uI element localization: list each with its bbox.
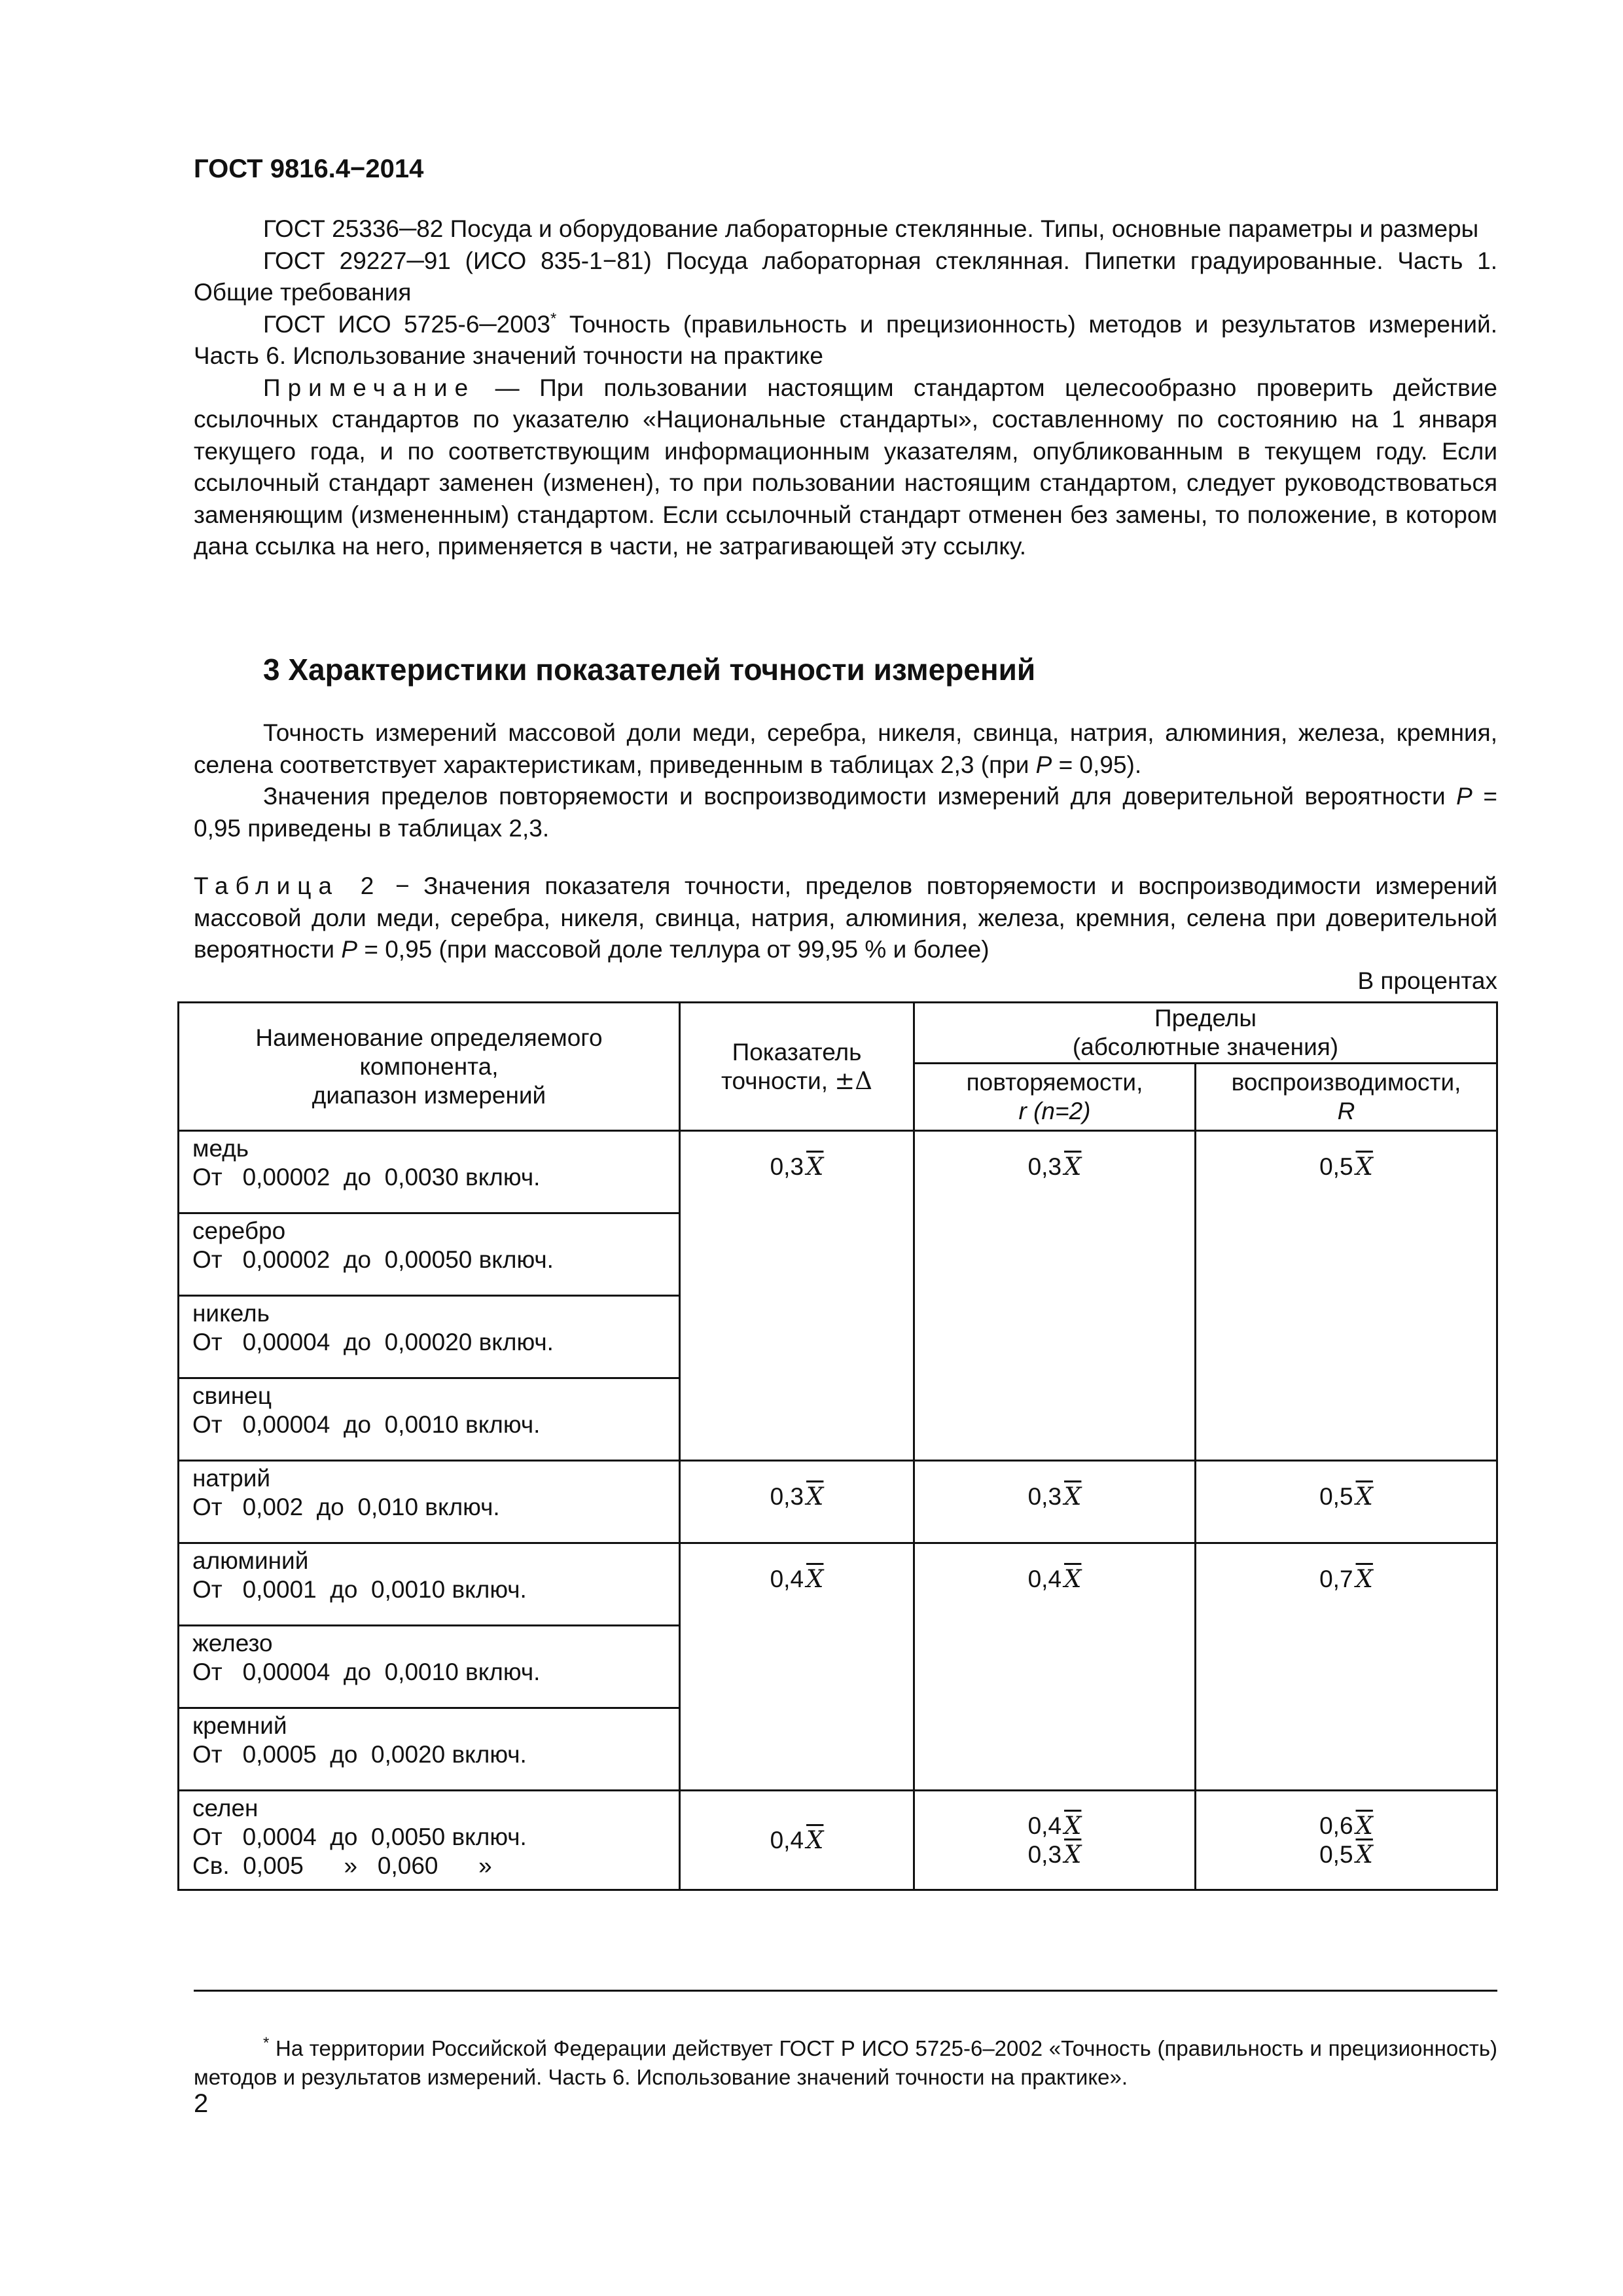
component-range: От 0,00004 до 0,0010 включ.: [192, 1659, 541, 1685]
x-bar-symbol: $\overline{X}$: [1355, 1840, 1373, 1869]
table-header-row: [179, 1003, 1497, 1064]
symbol-p: P: [341, 936, 358, 963]
accuracy-cell: [680, 1543, 914, 1791]
paragraph-text: Точность измерений массовой доли меди, серебра, никеля, свинца, натрия, алюминия, железа, кремния, селена соответствует характеристикам, приведенным в таблицах 2,3 (при: [194, 719, 1497, 778]
component-name: железо: [192, 1630, 273, 1657]
paragraph: [194, 717, 1497, 781]
plus-minus-delta-symbol: ±Δ: [834, 1066, 872, 1095]
component-range: От 0,00004 до 0,00020 включ.: [192, 1329, 554, 1355]
table-units: В процентах: [1357, 967, 1497, 994]
value: 0,6: [1319, 1812, 1353, 1839]
value: 0,7: [1319, 1566, 1353, 1592]
accuracy-table: [177, 1001, 1498, 1891]
footnote-separator: [194, 1990, 1497, 1992]
section-body: [194, 717, 1497, 844]
component-cell: [179, 1543, 680, 1626]
x-bar-symbol: $\overline{X}$: [1355, 1565, 1373, 1593]
header-text: (абсолютные значения): [1072, 1033, 1339, 1060]
header-repeatability: [914, 1064, 1196, 1131]
table-row: [179, 1131, 1497, 1213]
accuracy-cell: [680, 1791, 914, 1890]
repeatability-cell: [914, 1791, 1196, 1890]
header-text: r (n=2): [1018, 1098, 1091, 1124]
component-range: От 0,0001 до 0,0010 включ.: [192, 1576, 527, 1603]
value: 0,3: [1027, 1840, 1062, 1868]
value: 0,3: [770, 1153, 804, 1180]
header-text: воспроизводимости,: [1231, 1069, 1461, 1096]
paragraph-text: = 0,95).: [1052, 751, 1142, 778]
caption-body: = 0,95 (при массовой доле теллура от 99,95 % и более): [357, 936, 990, 963]
header-text: Наименование определяемого: [255, 1024, 603, 1051]
component-range: От 0,00002 до 0,00050 включ.: [192, 1246, 554, 1273]
component-range: Св. 0,005 » 0,060 »: [192, 1852, 492, 1879]
x-bar-symbol: $\overline{X}$: [806, 1565, 824, 1593]
component-range: От 0,002 до 0,010 включ.: [192, 1494, 500, 1520]
x-bar-symbol: $\overline{X}$: [1064, 1840, 1082, 1869]
doc-title: ГОСТ 9816.4−2014: [194, 154, 424, 183]
accuracy-cell: [680, 1461, 914, 1543]
note: [194, 372, 1497, 563]
repeatability-cell: [914, 1461, 1196, 1543]
reference-item: [194, 309, 1497, 372]
reproducibility-cell: [1196, 1791, 1497, 1890]
footnote-text: На территории Российской Федерации действует ГОСТ Р ИСО 5725-6–2002 «Точность (правильность и прецизионность) методов и результатов измерений. Часть 6. Использование значений точности на практике».: [194, 2036, 1497, 2089]
header-accuracy: [680, 1003, 914, 1131]
table-row: [179, 1791, 1497, 1890]
paragraph-text: = 0,95 приведены в таблицах 2,3.: [194, 783, 1497, 842]
value: 0,4: [1027, 1566, 1062, 1592]
reference-text: Точность (правильность и прецизионность) методов и результатов измерений. Часть 6. Использование значений точности на практике: [194, 310, 1497, 369]
value: 0,4: [1027, 1812, 1062, 1839]
value: 0,3: [1027, 1153, 1062, 1180]
component-cell: [179, 1626, 680, 1708]
table-caption: [194, 870, 1497, 966]
value: 0,5: [1319, 1153, 1353, 1180]
x-bar-symbol: $\overline{X}$: [806, 1153, 824, 1181]
table-row: [179, 1461, 1497, 1543]
component-name: свинец: [192, 1382, 272, 1409]
reproducibility-cell: [1196, 1543, 1497, 1791]
x-bar-symbol: $\overline{X}$: [806, 1825, 824, 1854]
header-text: точности,: [721, 1067, 835, 1094]
component-cell: [179, 1708, 680, 1791]
reproducibility-cell: [1196, 1131, 1497, 1461]
component-cell: [179, 1461, 680, 1543]
component-name: серебро: [192, 1217, 286, 1244]
repeatability-cell: [914, 1131, 1196, 1461]
component-cell: [179, 1131, 680, 1213]
accuracy-cell: [680, 1131, 914, 1461]
footnote: [194, 2034, 1497, 2092]
x-bar-symbol: $\overline{X}$: [1064, 1565, 1082, 1593]
component-name: натрий: [192, 1465, 271, 1492]
reference-code: ГОСТ ИСО 5725-6─2003: [263, 310, 550, 338]
component-name: никель: [192, 1300, 270, 1327]
x-bar-symbol: $\overline{X}$: [1064, 1482, 1082, 1511]
component-range: От 0,0004 до 0,0050 включ.: [192, 1823, 527, 1850]
section-title: 3 Характеристики показателей точности измерений: [263, 653, 1036, 687]
x-bar-symbol: $\overline{X}$: [1355, 1153, 1373, 1181]
footnote-marker[interactable]: *: [550, 310, 557, 328]
component-range: От 0,0005 до 0,0020 включ.: [192, 1741, 527, 1768]
x-bar-symbol: $\overline{X}$: [1064, 1811, 1082, 1840]
header-limits: [914, 1003, 1497, 1064]
component-cell: [179, 1213, 680, 1296]
value: 0,5: [1319, 1840, 1353, 1868]
reference-item: ГОСТ 25336─82 Посуда и оборудование лабораторные стеклянные. Типы, основные параметры и размеры: [263, 215, 1479, 242]
note-text: — При пользовании настоящим стандартом целесообразно проверить действие ссылочных стандартов по указателю «Национальные стандарты», составленному по состоянию на 1 января текущего года, и по соответствующим информационным указателям, опубликованным в текущем году. Если ссылочный стандарт заменен (изменен), то при пользовании настоящим стандартом, следует руководствоваться заменяющим (измененным) стандартом. Если ссылочный стандарт отменен без замены, то положение, в котором дана ссылка на него, применяется в части, не затрагивающей эту ссылку.: [194, 374, 1497, 560]
header-text: R: [1337, 1098, 1355, 1124]
component-cell: [179, 1378, 680, 1461]
paragraph-text: Значения пределов повторяемости и воспроизводимости измерений для доверительной вероятности: [263, 783, 1457, 810]
x-bar-symbol: $\overline{X}$: [1355, 1811, 1373, 1840]
footnote-marker: *: [263, 2034, 270, 2052]
value: 0,4: [770, 1826, 804, 1854]
component-range: От 0,00004 до 0,0010 включ.: [192, 1411, 541, 1438]
header-text: компонента,: [359, 1052, 499, 1080]
reference-item: ГОСТ 29227─91 (ИСО 835-1−81) Посуда лабораторная стеклянная. Пипетки градуированные. Часть 1. Общие требования: [194, 247, 1497, 306]
value: 0,4: [770, 1566, 804, 1592]
x-bar-symbol: $\overline{X}$: [806, 1482, 824, 1511]
header-text: повторяемости,: [966, 1069, 1143, 1096]
component-name: медь: [192, 1135, 249, 1162]
header-text: Пределы: [1154, 1005, 1257, 1031]
caption-text: [194, 870, 1497, 966]
component-name: кремний: [192, 1712, 287, 1739]
paragraph: [194, 781, 1497, 844]
note-label: Примечание: [263, 374, 476, 401]
value: 0,3: [770, 1483, 804, 1510]
caption-label: Таблица 2: [194, 872, 382, 899]
table-row: [179, 1543, 1497, 1626]
header-text: диапазон измерений: [312, 1081, 546, 1109]
reproducibility-cell: [1196, 1461, 1497, 1543]
normative-references: [194, 213, 1497, 563]
component-cell: [179, 1791, 680, 1890]
header-component: [179, 1003, 680, 1131]
component-name: алюминий: [192, 1547, 309, 1574]
page-number: 2: [194, 2089, 209, 2118]
header-text: Показатель: [732, 1038, 862, 1066]
header-reproducibility: [1196, 1064, 1497, 1131]
x-bar-symbol: $\overline{X}$: [1064, 1153, 1082, 1181]
symbol-p: P: [1456, 783, 1472, 810]
symbol-p: P: [1035, 751, 1052, 778]
x-bar-symbol: $\overline{X}$: [1355, 1482, 1373, 1511]
caption-body: − Значения показателя точности, пределов повторяемости и воспроизводимости измерений массовой доли меди, серебра, никеля, свинца, натрия, алюминия, железа, кремния, селена при доверительной вероятности: [194, 872, 1497, 963]
value: 0,5: [1319, 1483, 1353, 1510]
repeatability-cell: [914, 1543, 1196, 1791]
component-range: От 0,00002 до 0,0030 включ.: [192, 1164, 541, 1191]
value: 0,3: [1027, 1483, 1062, 1510]
component-cell: [179, 1296, 680, 1378]
component-name: селен: [192, 1795, 259, 1821]
